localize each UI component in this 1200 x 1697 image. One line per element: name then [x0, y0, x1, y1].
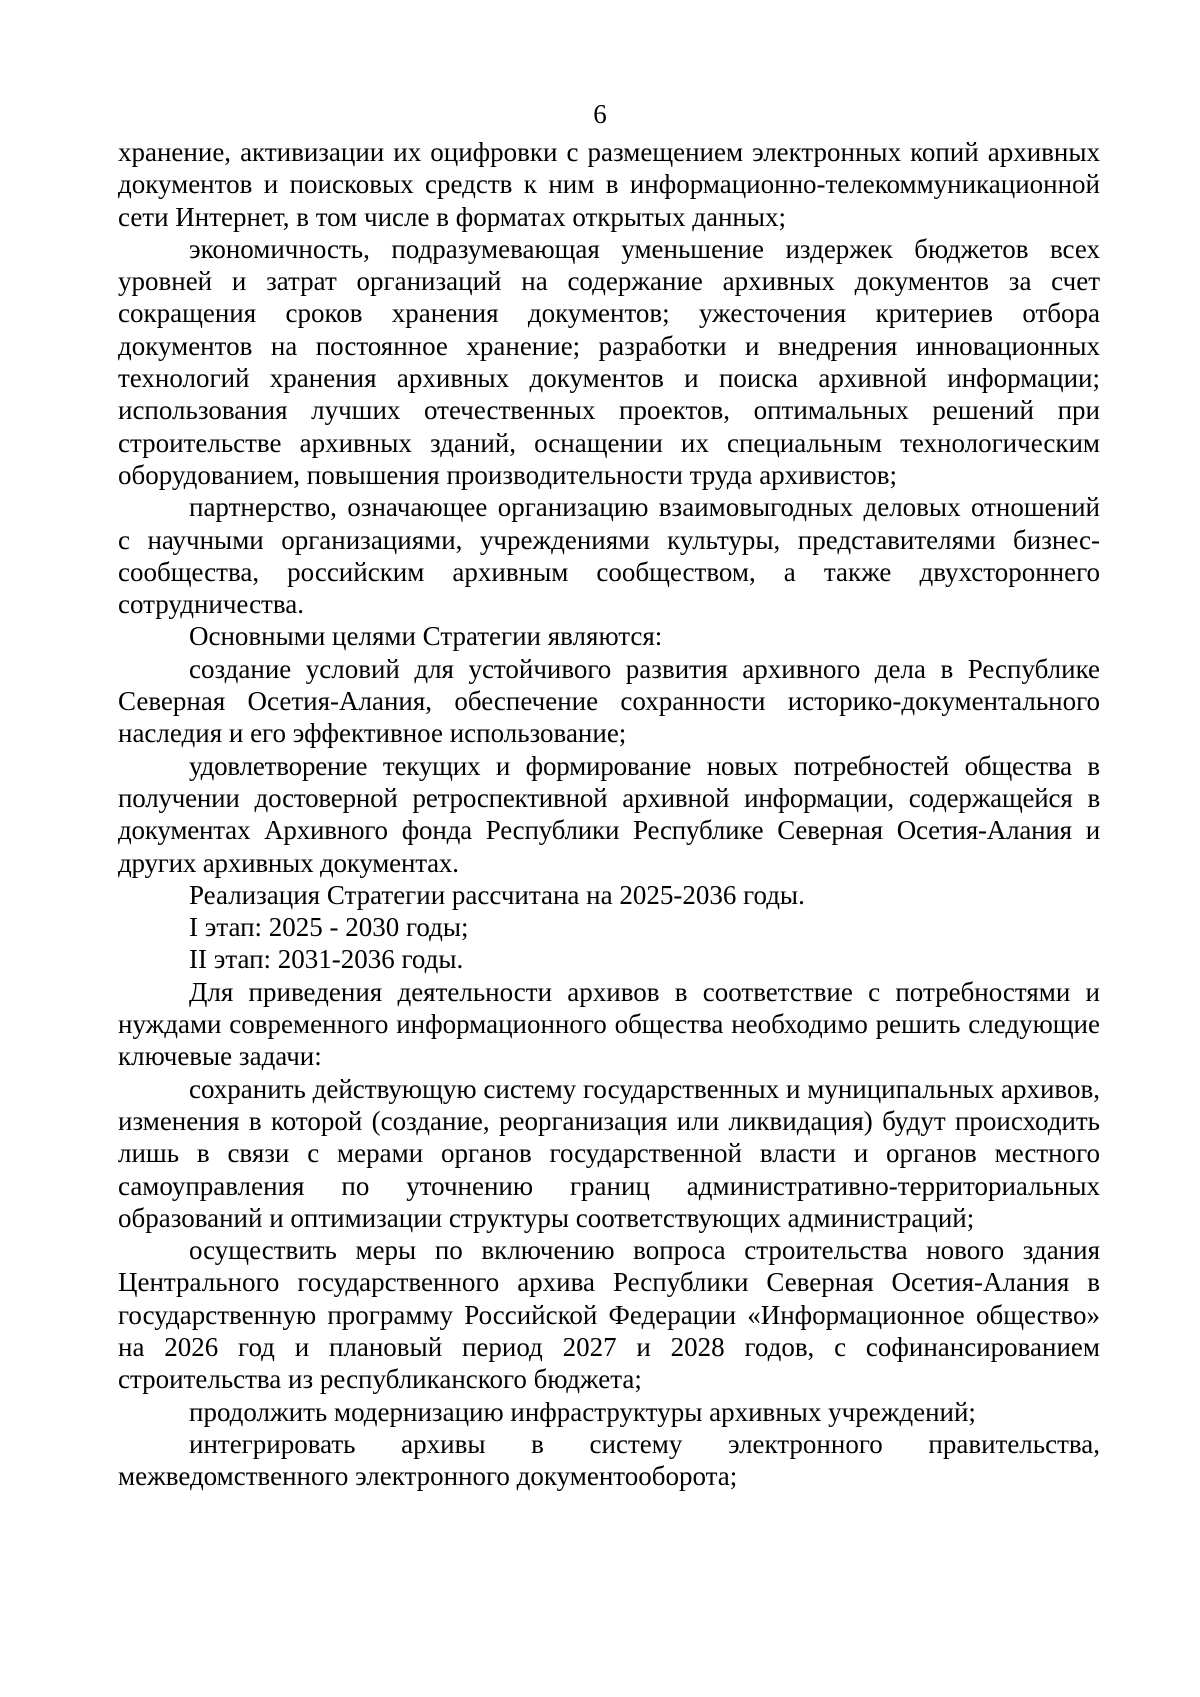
paragraph-economy-principle: экономичность, подразумевающая уменьшение издержек бюджетов всех уровней и затрат организаций на содержание архивных документов за счет сокращения сроков хранения документов; ужесточения критериев отбора документов на постоянное хранение; разработки и внедрения инновационных технологий хранения архивных документов и поиска архивной информации; использования лучших отечественных проектов, оптимальных решений при строительстве архивных зданий, оснащении их специальным технологическим оборудованием, повышения производительности труда архивистов; — [118, 233, 1100, 490]
paragraph-implementation-period: Реализация Стратегии рассчитана на 2025-2036 годы. — [189, 879, 805, 910]
paragraph-goals-heading: Основными целями Стратегии являются: — [189, 621, 663, 652]
paragraph-key-tasks-intro: Для приведения деятельности архивов в соответствие с потребностями и нуждами современного информационного общества необходимо решить следующие ключевые задачи: — [118, 976, 1100, 1072]
paragraph-goal-information-needs: удовлетворение текущих и формирование новых потребностей общества в получении достоверной ретроспективной архивной информации, содержащейся в документах Архивного фонда Республики Республике Северная Осетия-Алания и других архивных документах. — [118, 750, 1100, 878]
paragraph-task-archive-system: сохранить действующую систему государственных и муниципальных архивов, изменения в которой (создание, реорганизация или ликвидация) будут происходить лишь в связи с мерами органов государственной власти и органов местного самоуправления по уточнению границ административно-территориальных образований и оптимизации структуры соответствующих администраций; — [118, 1073, 1100, 1233]
paragraph-task-e-government: интегрировать архивы в систему электронного правительства, межведомственного электронного документооборота; — [118, 1428, 1100, 1492]
paragraph-goal-development: создание условий для устойчивого развития архивного дела в Республике Северная Осетия-Алания, обеспечение сохранности историко-документального наследия и его эффективное использование; — [118, 653, 1100, 749]
paragraph-storage-digitization: хранение, активизации их оцифровки с размещением электронных копий архивных документов и поисковых средств к ним в информационно-телекоммуникационной сети Интернет, в том числе в форматах открытых данных; — [118, 137, 1100, 232]
document-body — [118, 136, 1100, 1492]
paragraph-partnership-principle: партнерство, означающее организацию взаимовыгодных деловых отношений с научными организациями, учреждениями культуры, представителями бизнес-сообщества, российским архивным сообществом, а также двухстороннего сотрудничества. — [118, 492, 1100, 620]
page-number: 6 — [593, 99, 607, 129]
paragraph-task-infrastructure: продолжить модернизацию инфраструктуры архивных учреждений; — [189, 1396, 976, 1427]
paragraph-stage-two: II этап: 2031-2036 годы. — [189, 944, 464, 975]
paragraph-stage-one: I этап: 2025 - 2030 годы; — [189, 912, 469, 943]
paragraph-task-new-building: осуществить меры по включению вопроса строительства нового здания Центрального государственного архива Республики Северная Осетия-Алания в государственную программу Российской Федерации «Информационное общество» на 2026 год и плановый период 2027 и 2028 годов, с софинансированием строительства из республиканского бюджета; — [118, 1235, 1100, 1395]
